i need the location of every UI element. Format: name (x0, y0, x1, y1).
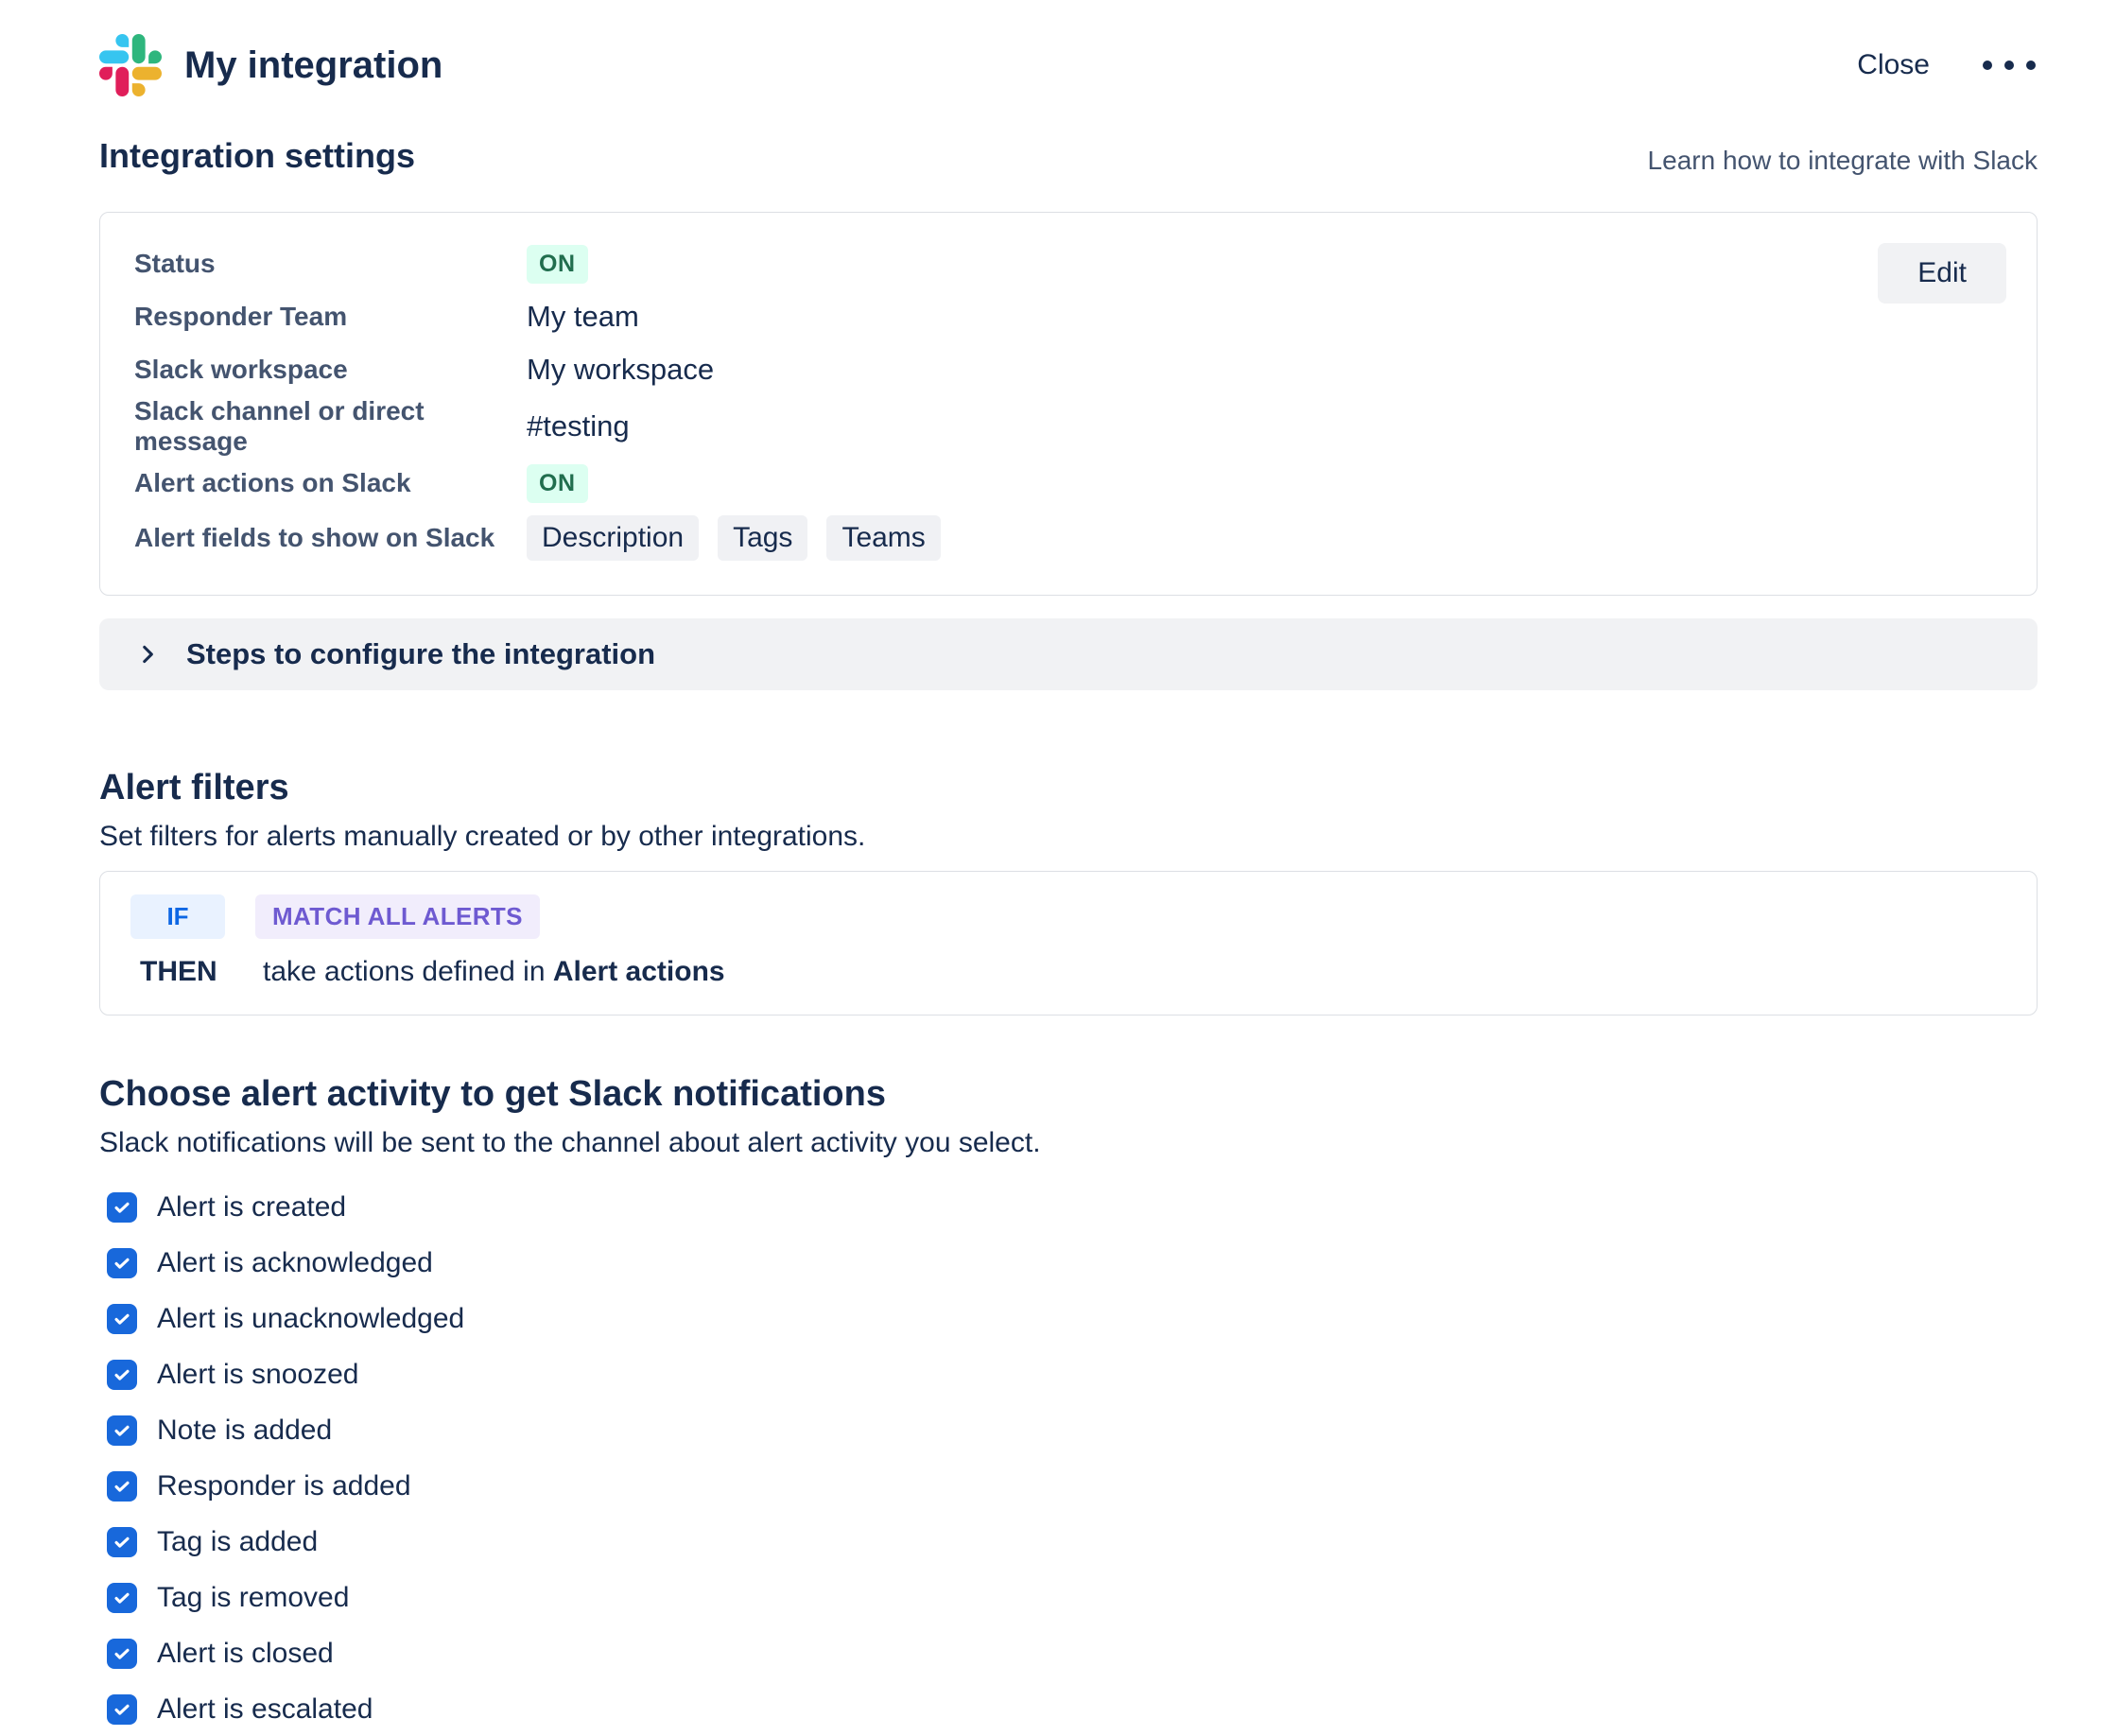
ellipsis-icon (2026, 61, 2036, 70)
alert-activity-option[interactable] (99, 1579, 2038, 1617)
edit-button[interactable]: Edit (1878, 243, 2006, 304)
header-actions (1857, 49, 2038, 81)
settings-rows (134, 237, 2003, 566)
check-icon (112, 1420, 132, 1441)
alert-filters-description: Set filters for alerts manually created or by other integrations. (99, 821, 866, 852)
setting-value: My team (527, 300, 639, 333)
alert-activity-label: Note is added (157, 1415, 333, 1446)
check-icon (112, 1309, 132, 1329)
setting-row (134, 290, 2003, 343)
setting-label: Responder Team (134, 302, 348, 331)
close-button[interactable]: Close (1857, 49, 1930, 80)
check-icon (112, 1699, 132, 1720)
checkbox[interactable] (107, 1360, 137, 1390)
match-all-alerts-badge: MATCH ALL ALERTS (255, 894, 540, 939)
alert-activity-option[interactable] (99, 1635, 2038, 1673)
alert-filters-heading: Alert filters (99, 768, 289, 807)
slack-logo-icon (99, 34, 162, 96)
steps-toggle-label: Steps to configure the integration (186, 637, 656, 670)
checkbox[interactable] (107, 1694, 137, 1725)
setting-label: Slack channel or direct message (134, 396, 425, 456)
check-icon (112, 1253, 132, 1274)
alert-activity-label: Tag is removed (157, 1582, 350, 1613)
checkbox[interactable] (107, 1583, 137, 1613)
check-icon (112, 1532, 132, 1553)
learn-link[interactable]: Learn how to integrate with Slack (1647, 146, 2038, 175)
alert-activity-option[interactable] (99, 1244, 2038, 1282)
alert-activity-label: Alert is closed (157, 1638, 334, 1669)
setting-label: Alert fields to show on Slack (134, 523, 495, 552)
check-icon (112, 1588, 132, 1608)
check-icon (112, 1643, 132, 1664)
checkbox[interactable] (107, 1639, 137, 1669)
alert-activity-label: Alert is snoozed (157, 1359, 359, 1390)
status-badge: ON (527, 245, 588, 284)
field-chip: Tags (718, 515, 807, 561)
ellipsis-icon (1983, 61, 1992, 70)
check-icon (112, 1364, 132, 1385)
if-badge: IF (130, 894, 225, 939)
setting-row (134, 343, 2003, 396)
checkbox[interactable] (107, 1248, 137, 1278)
filter-condition-row (130, 894, 2006, 939)
alert-activity-label: Alert is unacknowledged (157, 1303, 465, 1334)
checkbox[interactable] (107, 1415, 137, 1446)
alert-activity-option[interactable] (99, 1523, 2038, 1561)
page-title: My integration (184, 43, 443, 86)
setting-value: My workspace (527, 353, 715, 386)
setting-row (134, 396, 2003, 457)
chevron-right-icon (135, 642, 160, 667)
check-icon (112, 1197, 132, 1218)
checkbox[interactable] (107, 1304, 137, 1334)
notifications-heading: Choose alert activity to get Slack notifications (99, 1074, 886, 1114)
setting-row (134, 457, 2003, 510)
alert-activity-option[interactable] (99, 1356, 2038, 1394)
field-chip-row (527, 515, 941, 561)
setting-label: Status (134, 249, 216, 278)
alert-activity-option[interactable] (99, 1467, 2038, 1505)
alert-activity-option[interactable] (99, 1300, 2038, 1338)
alert-filter-card (99, 871, 2038, 1016)
checkbox[interactable] (107, 1192, 137, 1223)
then-text-plain: take actions defined in (263, 956, 553, 987)
checkbox[interactable] (107, 1527, 137, 1557)
settings-card (99, 212, 2038, 596)
then-text (263, 956, 725, 988)
alert-actions-link: Alert actions (552, 956, 725, 987)
settings-heading-row (99, 136, 2038, 176)
setting-label: Slack workspace (134, 355, 348, 384)
setting-row (134, 237, 2003, 290)
notifications-description: Slack notifications will be sent to the channel about alert activity you select. (99, 1127, 1041, 1158)
check-icon (112, 1476, 132, 1497)
then-label: THEN (140, 956, 217, 987)
steps-toggle[interactable] (99, 618, 2038, 690)
setting-row (134, 510, 2003, 566)
setting-label: Alert actions on Slack (134, 468, 411, 497)
ellipsis-icon (2004, 61, 2014, 70)
alert-activity-label: Alert is escalated (157, 1693, 373, 1725)
alert-activity-option[interactable] (99, 1189, 2038, 1226)
status-badge: ON (527, 464, 588, 503)
alert-activity-option[interactable] (99, 1412, 2038, 1450)
integration-settings-heading: Integration settings (99, 136, 416, 175)
field-chip: Teams (826, 515, 940, 561)
filter-action-row (130, 956, 2006, 988)
header-left (99, 34, 442, 96)
alert-activity-label: Alert is acknowledged (157, 1247, 433, 1278)
setting-value: #testing (527, 409, 630, 443)
header (99, 34, 2038, 96)
alert-activity-option[interactable] (99, 1691, 2038, 1728)
field-chip: Description (527, 515, 699, 561)
alert-activity-label: Tag is added (157, 1526, 319, 1557)
checkbox[interactable] (107, 1471, 137, 1502)
alert-activity-list (99, 1189, 2038, 1728)
alert-activity-label: Alert is created (157, 1191, 347, 1223)
alert-activity-label: Responder is added (157, 1470, 411, 1502)
more-options-button[interactable] (1981, 55, 2038, 76)
